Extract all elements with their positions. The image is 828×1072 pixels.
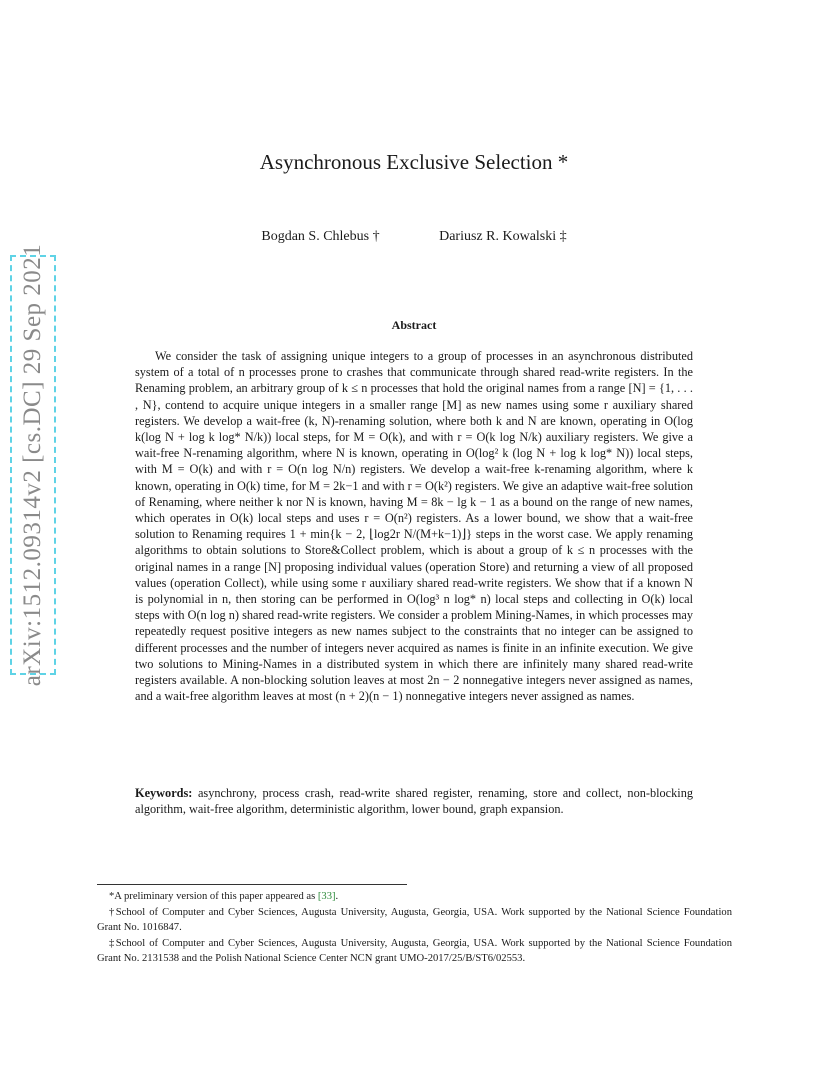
arxiv-stamp: arXiv:1512.09314v2 [cs.DC] 29 Sep 2021 [10,255,56,675]
abstract-heading: Abstract [391,318,437,332]
footnote-rule [97,884,407,885]
keywords [135,785,693,817]
footnote-1 [97,890,732,904]
citation-link[interactable]: [33] [317,891,336,902]
author-list [0,229,828,245]
paper-title: Asynchronous Exclusive Selection * [259,150,569,174]
abstract-body: We consider the task of assigning unique integers to a group of processes in an asynchronous distributed system of a total of n processes prone to crashes that communicate through shared read-write registers. In the Renaming problem, an arbitrary group of k ≤ n processes that hold the original names from a range [N] = {1, . . . , N}, contend to acquire unique integers in a smaller range [M] as new names using some r auxiliary shared registers. We develop a wait-free (k, N)-renaming solution, where both k and N are known, operating in O(log k(log N + log k log* N/k)) local steps, for M = O(k), and with r = O(k log N/k) auxiliary registers. We give a wait-free N-renaming algorithm, where N is known, operating in O(log² k (log N + log k log* N)) local steps, with M = O(k) and with r = O(n log N/n) registers. We develop a wait-free k-renaming algorithm, where k known, operating in O(k) time, for M = 2k−1 and with r = O(k²) registers. We give an adaptive wait-free solution of Renaming, where neither k nor N is known, having M = 8k − lg k − 1 as a bound on the range of new names, which operates in O(k) local steps and uses r = O(n²) registers. As a lower bound, we show that a wait-free solution to Renaming requires 1 + min{k − 2, ⌊log2r N/(M+k−1)⌋} steps in the worst case. We apply renaming algorithms to obtain solutions to Store&Collect problem, which is about a group of k ≤ n processes with the original names in a range [N] proposing individual values (operation Store) and returning a view of all proposed values (operation Collect), while using some r auxiliary shared read-write registers. We show that if a known N is polynomial in n, then storing can be performed in O(log³ n log* n) local steps and collecting in O(k) local steps with O(n log n) shared read-write registers. We consider a problem Mining-Names, in which processes may repeatedly request positive integers as new names subject to the constraints that no integer can be assigned to different processes and the number of integers never acquired as names is finite in an infinite execution. We give two solutions to Mining-Names in a distributed system in which there are infinitely many shared read-write registers available. A non-blocking solution leaves at most 2n − 2 nonnegative integers never assigned as names, and a wait-free algorithm leaves at most (n + 2)(n − 1) nonnegative integers never assigned as names. [135,349,693,704]
keywords-label: Keywords: [135,786,193,800]
footnote-1-text: *A preliminary version of this paper appeared as [109,891,316,902]
keywords-text: asynchrony, process crash, read-write shared register, renaming, store and collect, non-blocking algorithm, wait-free algorithm, deterministic algorithm, lower bound, graph expansion. [135,786,693,817]
footnote-1-end: . [335,891,339,902]
footnotes [97,890,732,968]
author-2: Dariusz R. Kowalski ‡ [439,229,567,244]
author-1: Bogdan S. Chlebus † [261,229,380,244]
footnote-2: †School of Computer and Cyber Sciences, Augusta University, Augusta, Georgia, USA. Work supported by the National Science Foundation Grant No. 1016847. [97,907,732,933]
footnote-3: ‡School of Computer and Cyber Sciences, Augusta University, Augusta, Georgia, USA. Work supported by the National Science Foundation Grant No. 2131538 and the Polish National Science Center NCN grant UMO-2017/25/B/ST6/02553. [97,938,732,964]
